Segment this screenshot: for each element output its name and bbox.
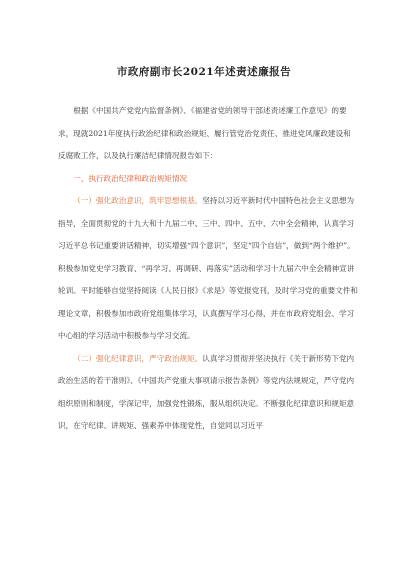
section-heading: 一、执行政治纪律和政治规矩情况: [73, 173, 188, 183]
intro-paragraph: 根据《中国共产党党内监督条例》、《福建省党的领导干部述责述廉工作意见》的要求，现就2021年度执行政治纪律和政治规矩、履行管党治党责任、推进党风廉政建设和反腐败工作，以及执行廉洁纪律情况报告如下：: [58, 106, 351, 160]
paragraph-1: [58, 190, 358, 348]
paragraph-1-text: 坚持以习近平新时代中国特色社会主义思想为指导，全面贯彻党的十九大和十九届二中、三中、四中、五中、六中全会精神，认真学习习近平总书记重要讲话精神，切实增强“四个意识”，坚定“四个自信”，做到“两个维护”。积极参加党史学习教育、“再学习、再调研、再落实”活动和学习十九届六中全会精神宣讲轮训。平时能够自觉坚持阅读《人民日报》《求是》等党报党刊，及时学习党的重要文件和理论文章，积极参加市政府党组集体学习，认真撰写学习心得，并在市政府党组会、学习中心组的学习活动中积极参与学习交流。: [58, 196, 358, 340]
document-body: [58, 100, 358, 438]
paragraph-2: [58, 348, 358, 438]
paragraph-2-text: 认真学习贯彻并坚决执行《关于新形势下党内政治生活的若干准则》、《中国共产党重大事项请示报告条例》等党内法规规定，严守党内组织原则和制度，学深记牢，加强党性锻炼，服从组织决定。不断强化纪律意识和规矩意识，在守纪律、讲规矩、强素养中体现党性，自觉同以习近平: [58, 353, 355, 430]
paragraph-2-label: （二）强化纪律意识，严守政治规矩。: [73, 353, 203, 363]
document-title: 市政府副市长2021年述责述廉报告: [116, 66, 292, 78]
paragraph-1-label: （一）强化政治意识，筑牢思想根基。: [73, 196, 203, 205]
